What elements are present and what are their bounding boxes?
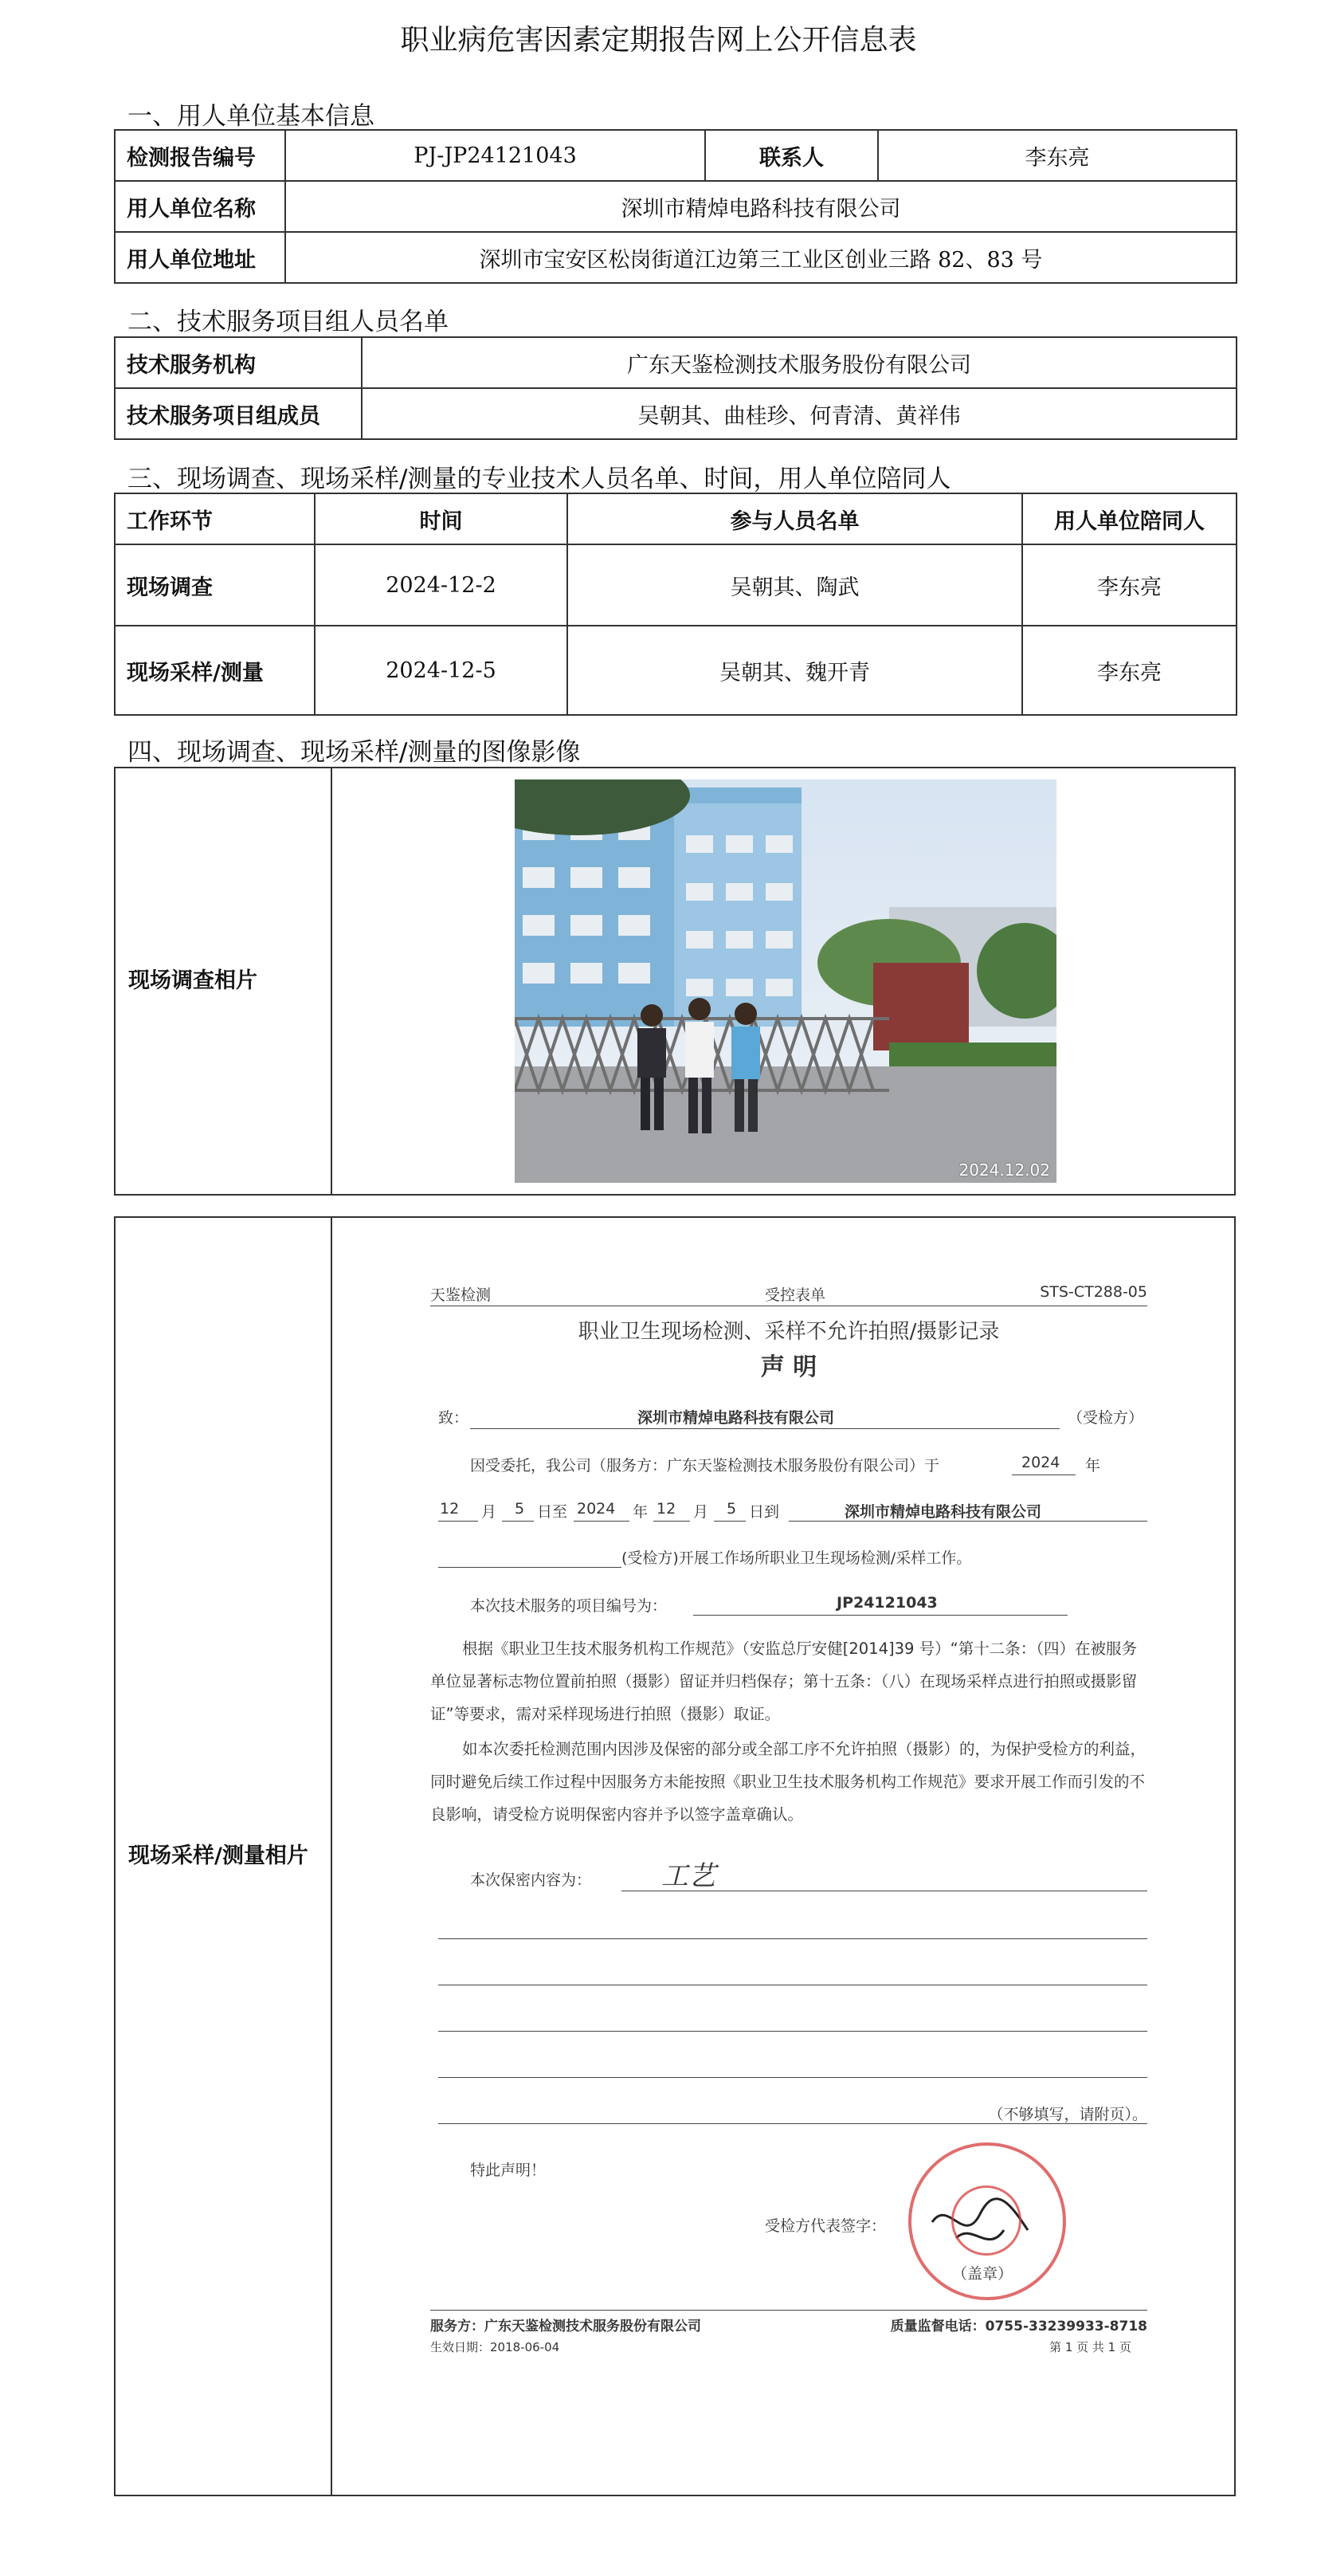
contact-label: 联系人 — [705, 130, 878, 181]
date-cell: 2024-12-5 — [315, 626, 567, 715]
doc-day2: 5 — [727, 1500, 737, 1518]
report-no-value: PJ-JP24121043 — [285, 130, 705, 181]
doc-proj-no: JP24121043 — [837, 1594, 938, 1612]
basic-info-table — [114, 129, 1237, 284]
report-no-label: 检测报告编号 — [115, 130, 285, 181]
doc-footer-right: 质量监督电话：0755-33239933-8718 — [890, 2319, 1147, 2334]
date-cell: 2024-12-2 — [315, 544, 567, 626]
doc-footer-left: 服务方：广东天鉴检测技术服务股份有限公司 — [430, 2319, 701, 2334]
section-3-heading: 三、现场调查、现场采样/测量的专业技术人员名单、时间，用人单位陪同人 — [127, 465, 951, 493]
doc-to-suffix: （受检方） — [1068, 1409, 1144, 1427]
doc-effective: 生效日期：2018-06-04 — [430, 2340, 560, 2354]
doc-p4: 如本次委托检测范围内因涉及保密的部分或全部工序不允许拍照（摄影）的，为保护受检方的利益，同时避免后续工作过程中因服务方未能按照《职业卫生技术服务机构工作规范》要求开展工作而引发的不良影响，请受检方说明保密内容并予以签字盖章确认。 — [430, 1740, 1146, 1824]
doc-title: 职业卫生现场检测、采样不允许拍照/摄影记录 — [578, 1320, 1000, 1344]
escort-cell: 李东亮 — [1022, 626, 1237, 715]
doc-closing: 特此声明！ — [470, 2162, 547, 2179]
service-members-value: 吴朝其、曲桂珍、何青清、黄祥伟 — [362, 388, 1237, 439]
survey-photo — [515, 779, 1056, 1183]
header-date: 时间 — [315, 493, 567, 544]
doc-header-right: STS-CT288-05 — [1040, 1283, 1147, 1301]
service-members-label: 技术服务项目组成员 — [115, 388, 362, 439]
table-row — [115, 626, 1237, 715]
doc-day1: 5 — [515, 1500, 525, 1518]
header-escort: 用人单位陪同人 — [1022, 493, 1237, 544]
survey-photo-illustration — [515, 779, 1056, 1183]
doc-sign-label: 受检方代表签字： — [765, 2217, 887, 2235]
doc-proj-label: 本次技术服务的项目编号为： — [470, 1597, 668, 1615]
section-4-heading: 四、现场调查、现场采样/测量的图像影像 — [127, 738, 581, 767]
service-table — [114, 336, 1237, 440]
field-work-table — [114, 493, 1237, 716]
people-cell: 吴朝其、陶武 — [567, 544, 1022, 626]
company-addr-label: 用人单位地址 — [115, 232, 285, 283]
section-1-heading: 一、用人单位基本信息 — [127, 102, 374, 131]
sampling-photo-label: 现场采样/测量相片 — [116, 1218, 332, 2495]
survey-photo-label: 现场调查相片 — [116, 768, 332, 1194]
people-cell: 吴朝其、魏开青 — [567, 626, 1022, 715]
stage-cell: 现场调查 — [115, 544, 315, 626]
doc-p1c: 日到 — [749, 1503, 780, 1521]
doc-month1: 12 — [440, 1500, 460, 1518]
doc-seal-label: （盖章） — [952, 2265, 1013, 2283]
header-people: 参与人员名单 — [567, 493, 1022, 544]
doc-note: （不够填写，请附页）。 — [988, 2106, 1147, 2123]
doc-secret-value: 工艺 — [661, 1860, 715, 1892]
doc-p1d: (受检方)开展工作场所职业卫生现场检测/采样工作。 — [621, 1549, 972, 1567]
doc-header-left: 天鉴检测 — [430, 1286, 492, 1304]
company-name-value: 深圳市精焯电路科技有限公司 — [285, 181, 1237, 232]
doc-year1: 2024 — [1021, 1454, 1060, 1471]
stage-cell: 现场采样/测量 — [115, 626, 315, 715]
header-stage: 工作环节 — [115, 493, 315, 544]
contact-value: 李东亮 — [878, 130, 1237, 181]
photo-date-stamp: 2024.12.02 — [958, 1160, 1050, 1180]
doc-to-label: 致： — [438, 1409, 469, 1427]
escort-cell: 李东亮 — [1022, 544, 1237, 626]
doc-p3: 根据《职业卫生技术服务机构工作规范》（安监总厅安健[2014]39 号）“第十二条：（四）在被服务单位显著标志物位置前拍照（摄影）留证并归档保存；第十五条：（八）在现场采样点进行拍照或摄影留证”等要求，需对采样现场进行拍照（摄影）取证。 — [430, 1639, 1138, 1723]
doc-subtitle: 声 明 — [760, 1353, 817, 1381]
doc-year2: 2024 — [577, 1500, 616, 1518]
doc-p1b: 年 — [1085, 1457, 1101, 1475]
section-2-heading: 二、技术服务项目组人员名单 — [127, 308, 449, 336]
company-name-label: 用人单位名称 — [115, 181, 285, 232]
page-title: 职业病危害因素定期报告网上公开信息表 — [400, 24, 917, 57]
doc-p1a: 因受委托，我公司（服务方：广东天鉴检测技术服务股份有限公司）于 — [470, 1457, 940, 1475]
company-addr-value: 深圳市宝安区松岗街道江边第三工业区创业三路 82、83 号 — [285, 232, 1237, 283]
doc-month2: 12 — [657, 1500, 676, 1518]
doc-secret-label: 本次保密内容为： — [470, 1871, 592, 1889]
doc-company2: 深圳市精焯电路科技有限公司 — [845, 1503, 1042, 1521]
table-row — [115, 544, 1237, 626]
doc-page: 第 1 页 共 1 页 — [1049, 2340, 1131, 2354]
service-org-label: 技术服务机构 — [115, 337, 362, 388]
declaration-document: 天鉴检测 受控表单 STS-CT288-05 职业卫生现场检测、采样不允许拍照/摄影记录 声 明 致： 深圳市精焯电路科技有限公司 （受检方） 因受委托，我公司（服务方：广东天鉴检测技术服务股份有限公司）于 2024 年 12 月 5 日至 2024 年 12 月 5 日到 深圳市精焯电路科技有限公司 (受检方)开展工作场所职业卫生现场检测/采样工作。 本次技术服务的项目编号为： JP24121043 根据《职业卫生技术服务机构工作规范》（安监总厅安健[2014]39 号）“第十二条：（四）在被服务单位显著标志物位置前拍照（摄影）留证并归档保存；第十五条：（八）在现场采样点进行拍照或摄影留证”等要求，需对采样现场进行拍照（摄影）取证。 如本次委托检测范围内因涉及保密的部分或全部工序不允许拍照（摄影）的，为保护受检方的利益，同时避免后续工作过程中因服务方未能按照《职业卫生技术服务机构工作规范》要求开展工作而引发的不良影响，请受检方说明保密内容并予以签字盖章确认。 本次保密内容为： 工艺 （不够填写，请附页）。 特此声明！ 受检方代表签字： （盖章） 服务方：广东天鉴检测技术服务股份有限公司 质量监督电话：0755-33239933-8718 生效日期：2018-06-04 第 1 页 共 1 页 — [430, 1283, 1147, 2354]
doc-to-company: 深圳市精焯电路科技有限公司 — [637, 1409, 835, 1427]
doc-header-mid: 受控表单 — [765, 1286, 826, 1304]
service-org-value: 广东天鉴检测技术服务股份有限公司 — [362, 337, 1237, 388]
